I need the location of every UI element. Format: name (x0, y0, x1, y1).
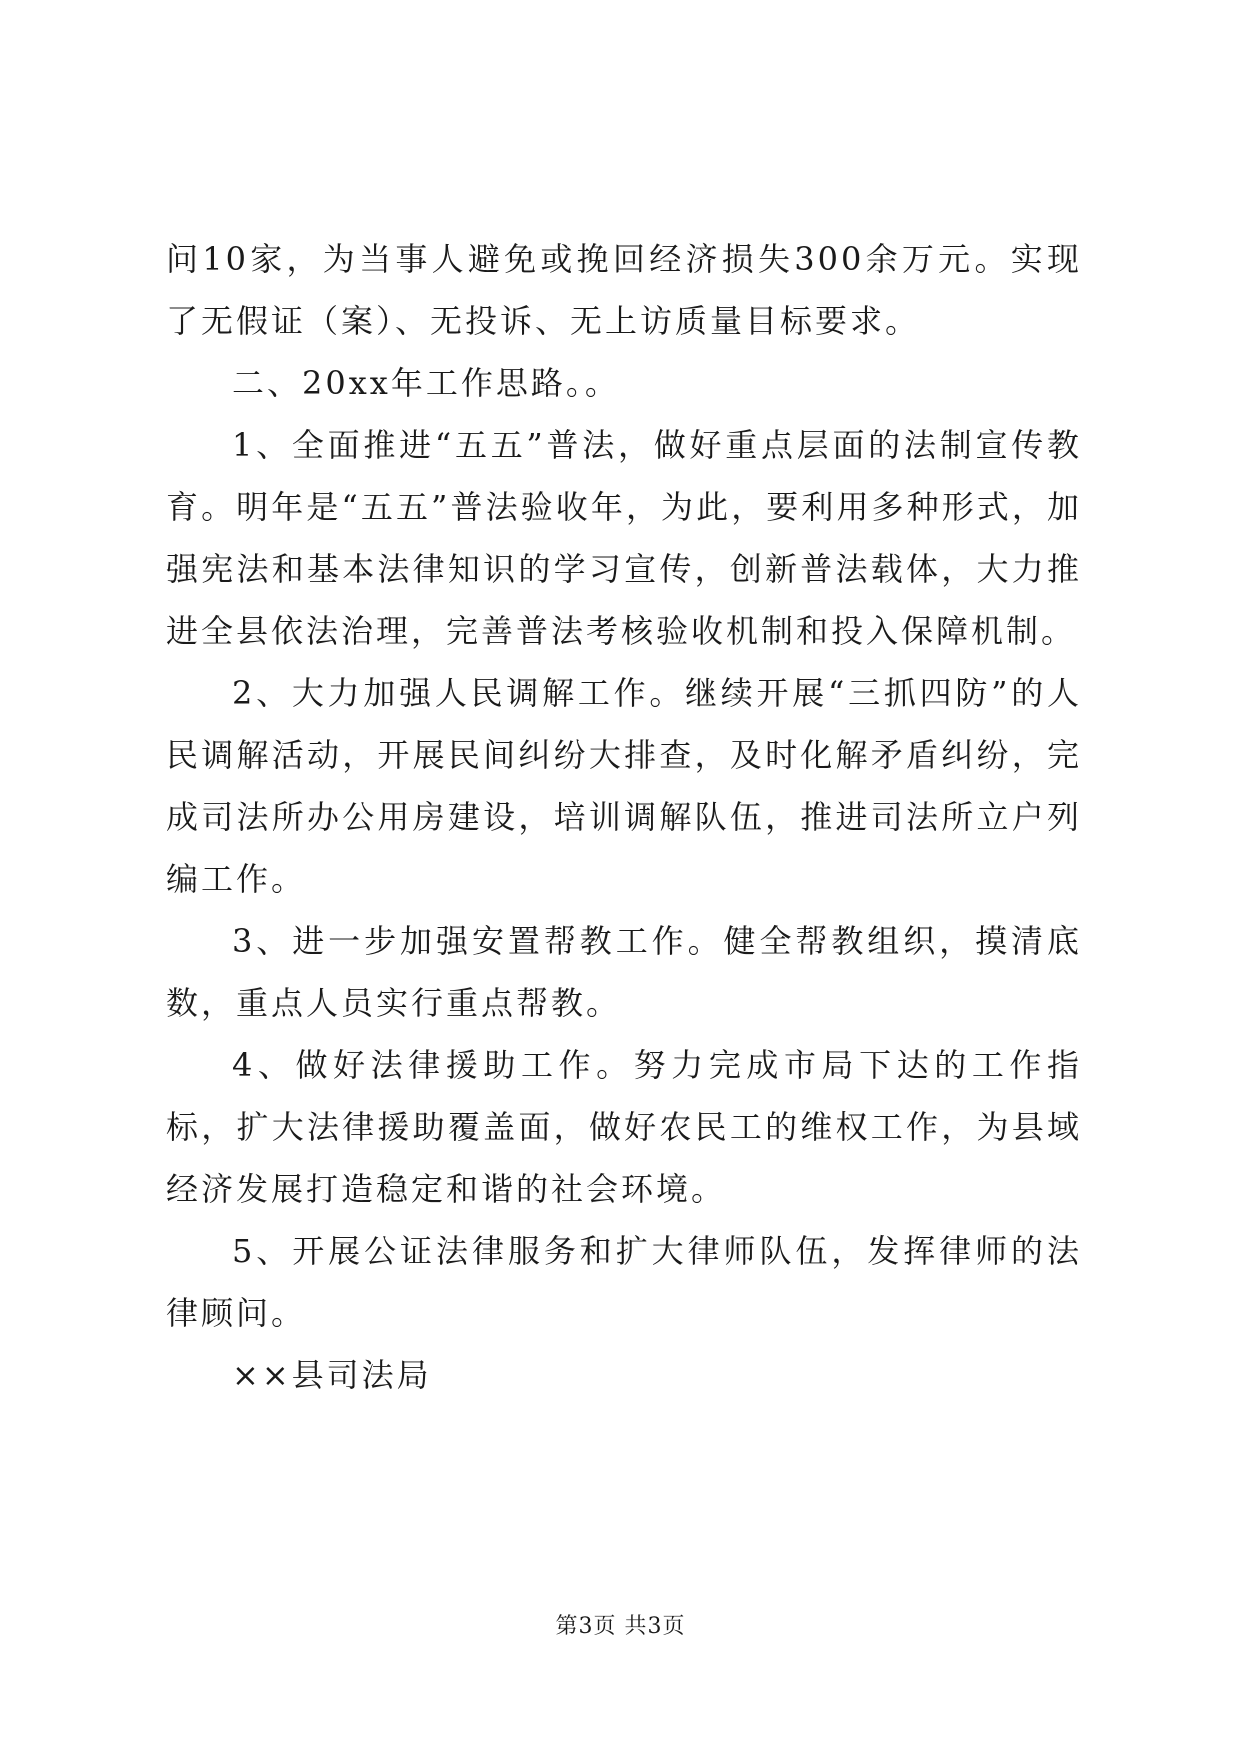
paragraph-item-5: 5、开展公证法律服务和扩大律师队伍，发挥律师的法律顾问。 (166, 1232, 1082, 1332)
signature-line: ××县司法局 (232, 1356, 432, 1394)
document-body (166, 228, 1082, 1406)
paragraph-item-4: 4、做好法律援助工作。努力完成市局下达的工作指标，扩大法律援助覆盖面，做好农民工的维权工作，为县域经济发展打造稳定和谐的社会环境。 (166, 1046, 1082, 1208)
paragraph-item-3: 3、进一步加强安置帮教工作。健全帮教组织，摸清底数，重点人员实行重点帮教。 (166, 922, 1082, 1022)
paragraph-item-2: 2、大力加强人民调解工作。继续开展“三抓四防”的人民调解活动，开展民间纠纷大排查，及时化解矛盾纠纷，完成司法所办公用房建设，培训调解队伍，推进司法所立户列编工作。 (166, 674, 1082, 898)
section-heading-work-plan: 二、20xx年工作思路。。 (232, 364, 620, 402)
paragraph-continuation: 问10家，为当事人避免或挽回经济损失300余万元。实现了无假证（案）、无投诉、无上访质量目标要求。 (166, 240, 1082, 340)
page-number-footer: 第3页 共3页 (555, 1614, 686, 1639)
paragraph-item-1: 1、全面推进“五五”普法，做好重点层面的法制宣传教育。明年是“五五”普法验收年，为此，要利用多种形式，加强宪法和基本法律知识的学习宣传，创新普法载体，大力推进全县依法治理，完善普法考核验收机制和投入保障机制。 (166, 426, 1082, 650)
